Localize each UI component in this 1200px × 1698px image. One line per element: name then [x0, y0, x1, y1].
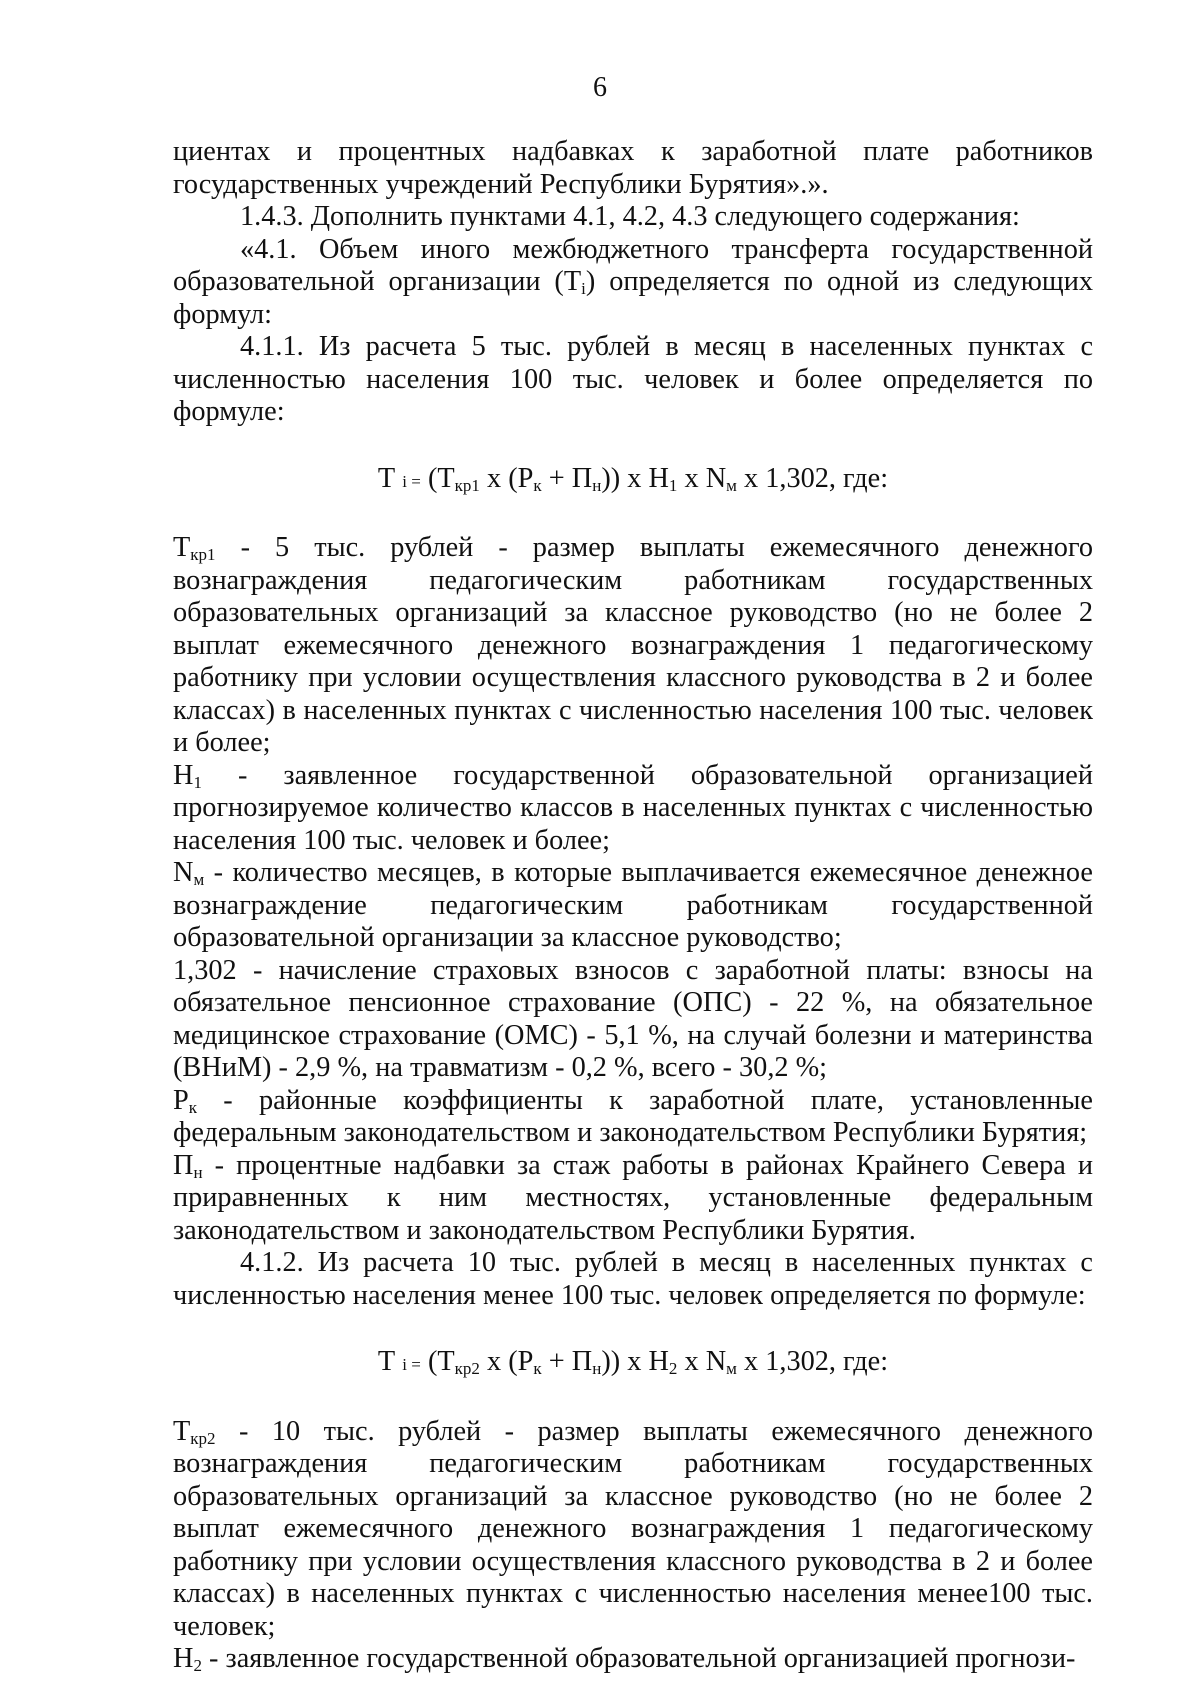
definition-rk-sub: к — [188, 1097, 198, 1117]
definition-tkr1 — [173, 532, 1093, 760]
definition-tkr2 — [173, 1416, 1093, 1644]
formula-1 — [173, 463, 1093, 499]
definition-tkr1-text: - 5 тыс. рублей - размер выплаты ежемесячного денежного вознаграждения педагогическим работникам государственных образовательных организаций за классное руководство (но не более 2 выплат ежемесячного денежного вознаграждения 1 педагогическому работнику при условии осуществления классного руководства в 2 и более классах) в населенных пунктах с численностью населения 100 тыс. человек и более; — [173, 532, 1093, 758]
formula-2 — [173, 1346, 1093, 1382]
formula-1-nm-sub: м — [726, 475, 737, 495]
paragraph-4-1 — [173, 234, 1093, 332]
formula-2-t: Т — [377, 1346, 396, 1377]
formula-2-h-sub: 2 — [668, 1359, 678, 1378]
definition-nm-text: - количество месяцев, в которые выплачивается ежемесячное денежное вознаграждение педагогическим работникам государственной образовательной организации за классное руководство; — [173, 857, 1093, 953]
page-number: 6 — [593, 72, 607, 103]
definition-h2 — [173, 1643, 1093, 1676]
definition-h2-sub: 2 — [193, 1656, 202, 1675]
definition-h2-symbol: Н — [173, 1643, 194, 1674]
formula-1-open: (Т — [427, 462, 455, 494]
formula-1-h-sub: 1 — [668, 475, 678, 495]
paragraph-4-1-text: «4.1. Объем иного межбюджетного трансферта государственной образовательной организации (Т — [173, 233, 1093, 297]
definition-rk-symbol: Р — [173, 1084, 189, 1116]
paragraph-4-1-sub: i — [581, 279, 586, 298]
formula-2-ti-sub: i = — [402, 1355, 421, 1374]
definition-rk — [173, 1085, 1093, 1150]
definition-nm — [173, 857, 1093, 955]
definition-nm-sub: м — [193, 870, 205, 889]
definition-h1-text: - заявленное государственной образовательной организацией прогнозируемое количество классов в населенных пунктах с численностью населения 100 тыс. человек и более; — [173, 759, 1093, 856]
formula-2-tkr-sub: кр2 — [454, 1359, 480, 1378]
definition-tkr1-sub: кр1 — [190, 545, 216, 564]
paragraph-4-1-tail: ) определяется по одной из следующих формул: — [173, 266, 1093, 330]
formula-1-tail: х 1,302, где: — [744, 462, 889, 494]
definition-pn-symbol: П — [173, 1149, 194, 1181]
formula-2-mid1: х (Р — [487, 1346, 534, 1377]
paragraph-1-4-3: 1.4.3. Дополнить пунктами 4.1, 4.2, 4.3 следующего содержания: — [240, 201, 1020, 232]
definition-1302: 1,302 - начисление страховых взносов с заработной платы: взносы на обязательное пенсионное страхование (ОПС) - 22 %, на обязательное медицинское страхование (ОМС) - 5,1 %, на случай болезни и материнства (ВНиМ) - 2,9 %, на травматизм - 0,2 %, всего - 30,2 %; — [173, 954, 1093, 1083]
formula-1-plus: + П — [548, 462, 593, 494]
formula-2-rk-sub: к — [533, 1359, 542, 1378]
definition-pn-sub: н — [193, 1162, 203, 1182]
definition-h1-symbol: Н — [173, 759, 194, 791]
formula-1-tkr-sub: кр1 — [454, 475, 480, 495]
definition-nm-symbol: N — [173, 857, 194, 888]
definition-h1 — [173, 760, 1093, 858]
formula-1-pn-sub: н — [592, 475, 602, 495]
definition-tkr2-text: - 10 тыс. рублей - размер выплаты ежемесячного денежного вознаграждения педагогическим работникам государственных образовательных организаций за классное руководство (но не более 2 выплат ежемесячного денежного вознаграждения 1 педагогическому работнику при условии осуществления классного руководства в 2 и более классах) в населенных пунктах с численностью населения менее100 тыс. человек; — [173, 1415, 1093, 1642]
formula-1-ti-sub: i = — [402, 471, 421, 491]
definition-rk-text: - районные коэффициенты к заработной плате, установленные федеральным законодательством и законодательством Республики Бурятия; — [173, 1084, 1093, 1148]
formula-2-pn-sub: н — [592, 1359, 602, 1378]
formula-1-rk-sub: к — [533, 475, 542, 495]
definition-h2-text: - заявленное государственной образовательной организацией прогнози- — [209, 1643, 1076, 1674]
definition-h1-sub: 1 — [193, 772, 202, 792]
paragraph-4-1-1: 4.1.1. Из расчета 5 тыс. рублей в месяц в населенных пунктах с численностью населения 100 тыс. человек и более определяется по формуле: — [173, 331, 1093, 427]
definition-tkr1-symbol: Т — [173, 532, 191, 563]
definition-pn — [173, 1150, 1093, 1248]
formula-1-t: Т — [377, 462, 396, 494]
document-body — [173, 136, 1093, 1676]
paragraph-4-1-2: 4.1.2. Из расчета 10 тыс. рублей в месяц в населенных пунктах с численностью населения менее 100 тыс. человек определяется по формуле: — [173, 1247, 1093, 1311]
formula-1-mid2: )) х Н — [601, 462, 669, 494]
paragraph-continuation: циентах и процентных надбавках к заработной плате работников государственных учреждений Республики Бурятия».». — [173, 136, 1093, 200]
formula-2-mid2: )) х Н — [601, 1346, 669, 1377]
formula-2-open: (Т — [427, 1346, 455, 1377]
definition-tkr2-sub: кр2 — [190, 1428, 216, 1448]
formula-1-mid1: х (Р — [487, 462, 534, 494]
formula-2-plus: + П — [548, 1346, 593, 1377]
definition-tkr2-symbol: Т — [173, 1415, 191, 1447]
formula-1-mid3: х N — [684, 462, 727, 494]
definition-pn-text: - процентные надбавки за стаж работы в районах Крайнего Севера и приравненных к ним местностях, установленные федеральным законодательством и законодательством Республики Бурятия. — [173, 1149, 1094, 1246]
formula-2-nm-sub: м — [726, 1359, 737, 1378]
formula-2-mid3: х N — [684, 1346, 727, 1377]
formula-2-tail: х 1,302, где: — [744, 1346, 889, 1377]
